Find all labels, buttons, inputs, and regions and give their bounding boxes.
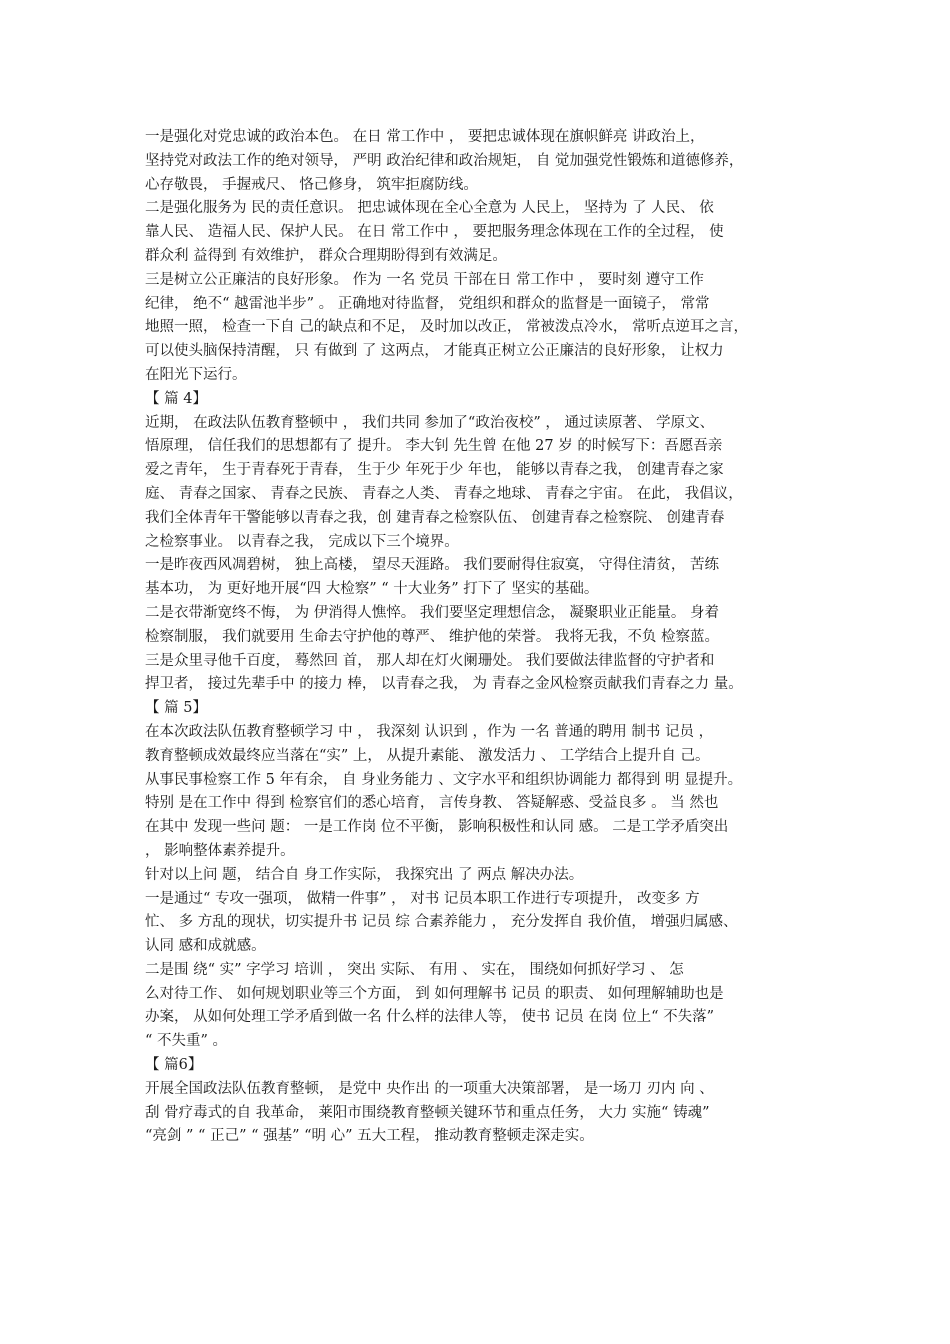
text-line: 认同 感和成就感。: [145, 938, 266, 955]
text-line: 庭、 青春之国家、 青春之民族、 青春之人类、 青春之地球、 青春之宇宙。 在此， 我倡议，: [145, 485, 743, 502]
text-line: ， 影响整体素养提升。: [145, 842, 295, 859]
section-heading: 【 篇6】: [145, 1057, 203, 1074]
text-line: 悟原理， 信任我们的思想都有了 提升。 李大钊 先生曾 在他 27 岁 的时候写下：吾愿吾亲: [145, 438, 723, 455]
text-line: 近期， 在政法队伍教育整顿中 ， 我们共同 参加了“政治夜校” ， 通过读原著、 学原文、: [145, 414, 715, 431]
text-line: 可以使头脑保持清醒， 只 有做到 了 这两点， 才能真正树立公正廉洁的良好形象， 让权力: [145, 343, 724, 360]
text-line: 特别 是在工作中 得到 检察官们的悉心培育， 言传身教、 答疑解惑、受益良多 。 当 然也: [145, 795, 719, 812]
text-line: 办案， 从如何处理工学矛盾到做一名 什么样的法律人等， 使书 记员 在岗 位上“ 不失落”: [145, 1009, 715, 1026]
text-line: 群众利 益得到 有效维护， 群众合理期盼得到有效满足。: [145, 247, 507, 264]
text-line: 二是衣带渐宽终不悔， 为 伊消得人憔悴。 我们要坚定理想信念， 凝聚职业正能量。 身着: [145, 604, 720, 621]
section-heading: 【 篇 5】: [145, 700, 207, 717]
text-line: 三是众里寻他千百度， 蓦然回 首， 那人却在灯火阑珊处。 我们要做法律监督的守护者和: [145, 652, 715, 669]
section-heading: 【 篇 4】: [145, 390, 207, 407]
text-line: 针对以上问 题， 结合自 身工作实际， 我探究出 了 两点 解决办法。: [145, 866, 584, 883]
text-line: 三是树立公正廉洁的良好形象。 作为 一名 党员 干部在日 常工作中 ， 要时刻 遵守工作: [145, 271, 704, 288]
text-line: “亮剑 ” “ 正己” “ 强基” “明 心” 五大工程， 推动教育整顿走深走实。: [145, 1128, 594, 1145]
text-line: 教育整顿成效最终应当落在“实” 上， 从提升素能、 激发活力 、 工学结合上提升自 己。: [145, 747, 710, 764]
text-line: 在其中 发现一些问 题： 一是工作岗 位不平衡， 影响积极性和认同 感。 二是工学矛盾突出: [145, 819, 729, 836]
text-line: 捍卫者， 接过先辈手中 的接力 棒， 以青春之我， 为 青春之金风检察贡献我们青春之力 量。: [145, 676, 743, 693]
text-line: 靠人民、 造福人民、保护人民。 在日 常工作中 ， 要把服务理念体现在工作的全过程， 使: [145, 224, 724, 241]
text-line: “ 不失重” 。: [145, 1033, 228, 1050]
text-line: 开展全国政法队伍教育整顿， 是党中 央作出 的一项重大决策部署， 是一场刀 刃内 向 、: [145, 1080, 714, 1097]
text-line: 我们全体青年干警能够以青春之我，创 建青春之检察队伍、 创建青春之检察院、 创建青春: [145, 509, 725, 526]
text-line: 一是通过“ 专攻一强项， 做精一件事” ， 对书 记员本职工作进行专项提升， 改变多 方: [145, 890, 700, 907]
document-page: [145, 126, 825, 1149]
text-line: 一是昨夜西风凋碧树， 独上高楼， 望尽天涯路。 我们要耐得住寂寞， 守得住清贫， 苦练: [145, 557, 720, 574]
text-line: 坚持党对政法工作的绝对领导， 严明 政治纪律和政治规矩， 自 觉加强党性锻炼和道德修养，: [145, 152, 744, 169]
text-line: 基本功， 为 更好地开展“四 大检察” “ 十大业务” 打下了 坚实的基础。: [145, 581, 599, 598]
text-line: 么对待工作、 如何规划职业等三个方面， 到 如何理解书 记员 的职责、 如何理解辅助也是: [145, 985, 724, 1002]
text-line: 二是强化服务为 民的责任意识。 把忠诚体现在全心全意为 人民上， 坚持为 了 人民、 依: [145, 200, 714, 217]
text-line: 忙、 多 方乱的现状，切实提升书 记员 综 合素养能力 ， 充分发挥自 我价值， 增强归属感、: [145, 914, 738, 931]
text-line: 在阳光下运行。: [145, 366, 247, 383]
text-line: 纪律， 绝不“ 越雷池半步” 。 正确地对待监督， 党组织和群众的监督是一面镜子， 常常: [145, 295, 710, 312]
text-line: 检察制服， 我们就要用 生命去守护他的尊严、 维护他的荣誉。 我将无我，不负 检察蓝。: [145, 628, 720, 645]
text-line: 地照一照， 检查一下自 己的缺点和不足， 及时加以改正， 常被泼点冷水， 常听点逆耳之言，: [145, 319, 749, 336]
text-line: 在本次政法队伍教育整顿学习 中 ， 我深刻 认识到 ，作为 一名 普通的聘用 制书 记员 ，: [145, 723, 714, 740]
text-line: 二是围 绕“ 实” 字学习 培训 ， 突出 实际、 有用 、 实在， 围绕如何抓好学习 、 怎: [145, 961, 684, 978]
text-line: 之检察事业。 以青春之我， 完成以下三个境界。: [145, 533, 459, 550]
text-line: 从事民事检察工作 5 年有余， 自 身业务能力 、文字水平和组织协调能力 都得到 明 显提升。: [145, 771, 743, 788]
text-line: 心存敬畏， 手握戒尺、 恪己修身， 筑牢拒腐防线。: [145, 176, 478, 193]
text-line: 刮 骨疗毒式的自 我革命， 莱阳市围绕教育整顿关键环节和重点任务， 大力 实施“ 铸魂”: [145, 1104, 710, 1121]
text-line: 爱之青年， 生于青春死于青春， 生于少 年死于少 年也， 能够以青春之我， 创建青春之家: [145, 462, 724, 479]
text-line: 一是强化对党忠诚的政治本色。 在日 常工作中 ， 要把忠诚体现在旗帜鲜亮 讲政治上，: [145, 129, 705, 145]
